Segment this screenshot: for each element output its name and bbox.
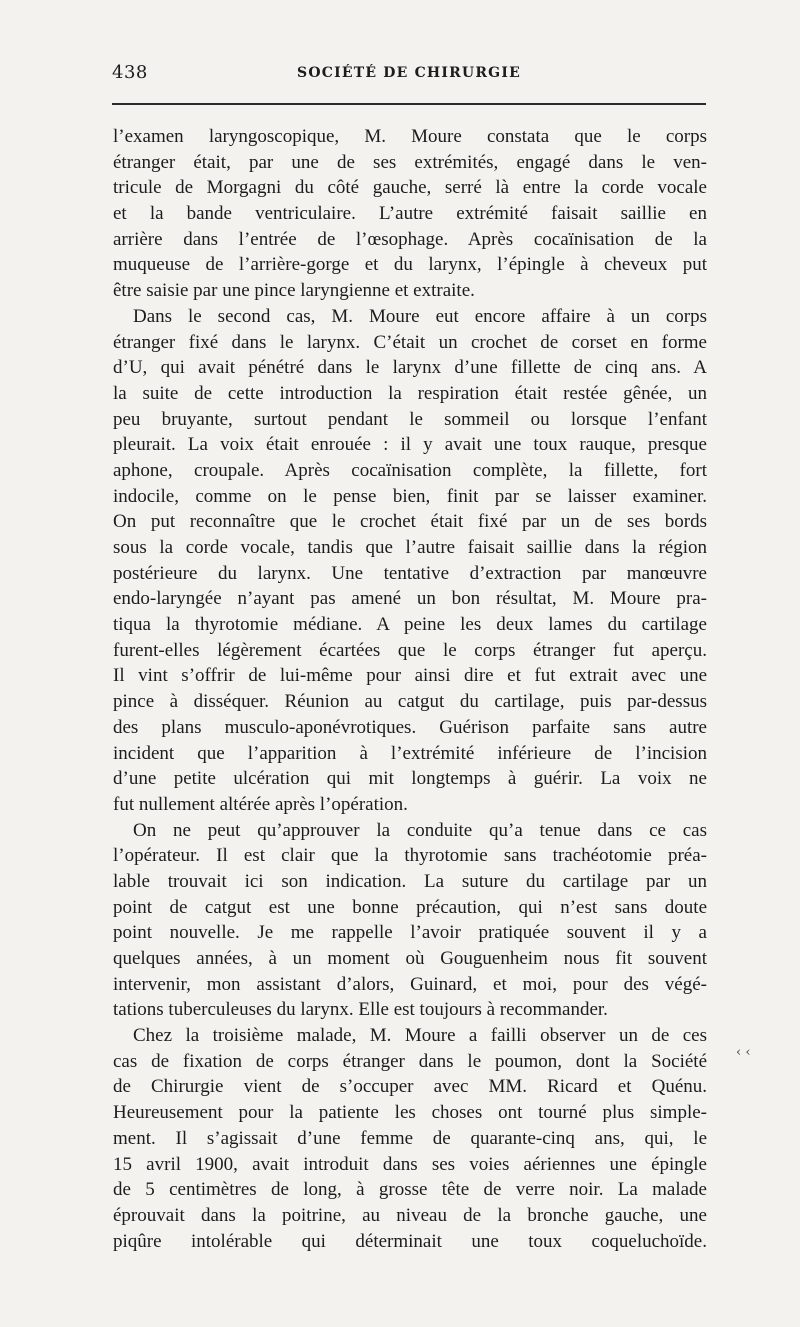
text-line: muqueuse de l’arrière-gorge et du larynx, l’épingle à cheveux put: [113, 254, 707, 276]
text-line: sous la corde vocale, tandis que l’autre faisait saillie dans la région: [113, 537, 707, 558]
text-line: l’opérateur. Il est clair que la thyrotomie sans trachéotomie préa-: [113, 845, 707, 867]
text-line: On put reconnaître que le crochet était fixé par un de ses bords: [113, 511, 707, 533]
text-line: pince à disséquer. Réunion au catgut du cartilage, puis par-dessus: [113, 691, 707, 713]
text-line: postérieure du larynx. Une tentative d’extraction par manœuvre: [113, 562, 707, 584]
text-line: On ne peut qu’approuver la conduite qu’a tenue dans ce cas: [133, 819, 707, 841]
page-header: [112, 62, 706, 92]
text-line: la suite de cette introduction la respiration était restée gênée, un: [113, 382, 707, 404]
text-line: de Chirurgie vient de s’occuper avec MM. Ricard et Quénu.: [113, 1076, 707, 1098]
text-line: 15 avril 1900, avait introduit dans ses voies aériennes une épingle: [113, 1153, 707, 1175]
text-line: tations tuberculeuses du larynx. Elle est toujours à recommander.: [113, 999, 608, 1021]
text-line: lable trouvait ici son indication. La suture du cartilage par un: [113, 870, 707, 892]
header-rule: [112, 103, 706, 105]
text-line: d’U, qui avait pénétré dans le larynx d’une fillette de cinq ans. A: [113, 357, 707, 379]
text-line: intervenir, mon assistant d’alors, Guinard, et moi, pour des végé-: [113, 973, 707, 995]
text-line: quelques années, à un moment où Gouguenheim nous fit souvent: [113, 948, 707, 969]
text-line: tricule de Morgagni du côté gauche, serré là entre la corde vocale: [113, 177, 707, 199]
text-line: Il vint s’offrir de lui-même pour ainsi dire et fut extrait avec une: [113, 665, 707, 687]
text-line: fut nullement altérée après l’opération.: [113, 793, 408, 815]
text-line: piqûre intolérable qui déterminait une toux coqueluchoïde.: [113, 1230, 707, 1252]
text-line: des plans musculo-aponévrotiques. Guérison parfaite sans autre: [113, 716, 707, 738]
text-line: d’une petite ulcération qui mit longtemps à guérir. La voix ne: [113, 768, 707, 790]
text-line: pleurait. La voix était enrouée : il y avait une toux rauque, presque: [113, 434, 707, 456]
text-line: point de catgut est une bonne précaution, qui n’est sans doute: [113, 896, 707, 918]
page-number: 438: [112, 62, 148, 83]
text-line: incident que l’apparition à l’extrémité inférieure de l’incision: [113, 742, 707, 764]
text-line: étranger fixé dans le larynx. C’était un crochet de corset en forme: [113, 331, 707, 353]
text-line: éprouvait dans la poitrine, au niveau de la bronche gauche, une: [113, 1204, 707, 1226]
text-line: étranger était, par une de ses extrémités, engagé dans le ven-: [113, 151, 707, 173]
text-line: l’examen laryngoscopique, M. Moure constata que le corps: [113, 126, 707, 147]
text-line: cas de fixation de corps étranger dans le poumon, dont la Société: [113, 1050, 707, 1072]
text-line: de 5 centimètres de long, à grosse tête de verre noir. La malade: [113, 1179, 707, 1201]
margin-mark: ‹ ‹: [736, 1045, 751, 1060]
text-line: furent-elles légèrement écartées que le corps étranger fut aperçu.: [113, 639, 707, 661]
text-line: ment. Il s’agissait d’une femme de quarante-cinq ans, qui, le: [113, 1127, 707, 1149]
text-line: endo-laryngée n’ayant pas amené un bon résultat, M. Moure pra-: [113, 588, 707, 610]
text-line: Chez la troisième malade, M. Moure a failli observer un de ces: [133, 1025, 707, 1047]
text-line: Dans le second cas, M. Moure eut encore affaire à un corps: [133, 305, 707, 327]
text-line: tiqua la thyrotomie médiane. A peine les deux lames du cartilage: [113, 614, 707, 636]
text-line: peu bruyante, surtout pendant le sommeil ou lorsque l’enfant: [113, 408, 707, 430]
text-line: aphone, croupale. Après cocaïnisation complète, la fillette, fort: [113, 459, 707, 481]
text-line: arrière dans l’entrée de l’œsophage. Après cocaïnisation de la: [113, 228, 707, 250]
text-line: indocile, comme on le pense bien, finit par se laisser examiner.: [113, 485, 707, 507]
body-text: [113, 124, 707, 1254]
text-line: point nouvelle. Je me rappelle l’avoir pratiquée souvent il y a: [113, 922, 707, 944]
text-line: et la bande ventriculaire. L’autre extrémité faisait saillie en: [113, 203, 707, 225]
text-line: être saisie par une pince laryngienne et extraite.: [113, 280, 475, 302]
text-line: Heureusement pour la patiente les choses ont tourné plus simple-: [113, 1102, 707, 1124]
running-title: SOCIÉTÉ DE CHIRURGIE: [297, 65, 521, 81]
